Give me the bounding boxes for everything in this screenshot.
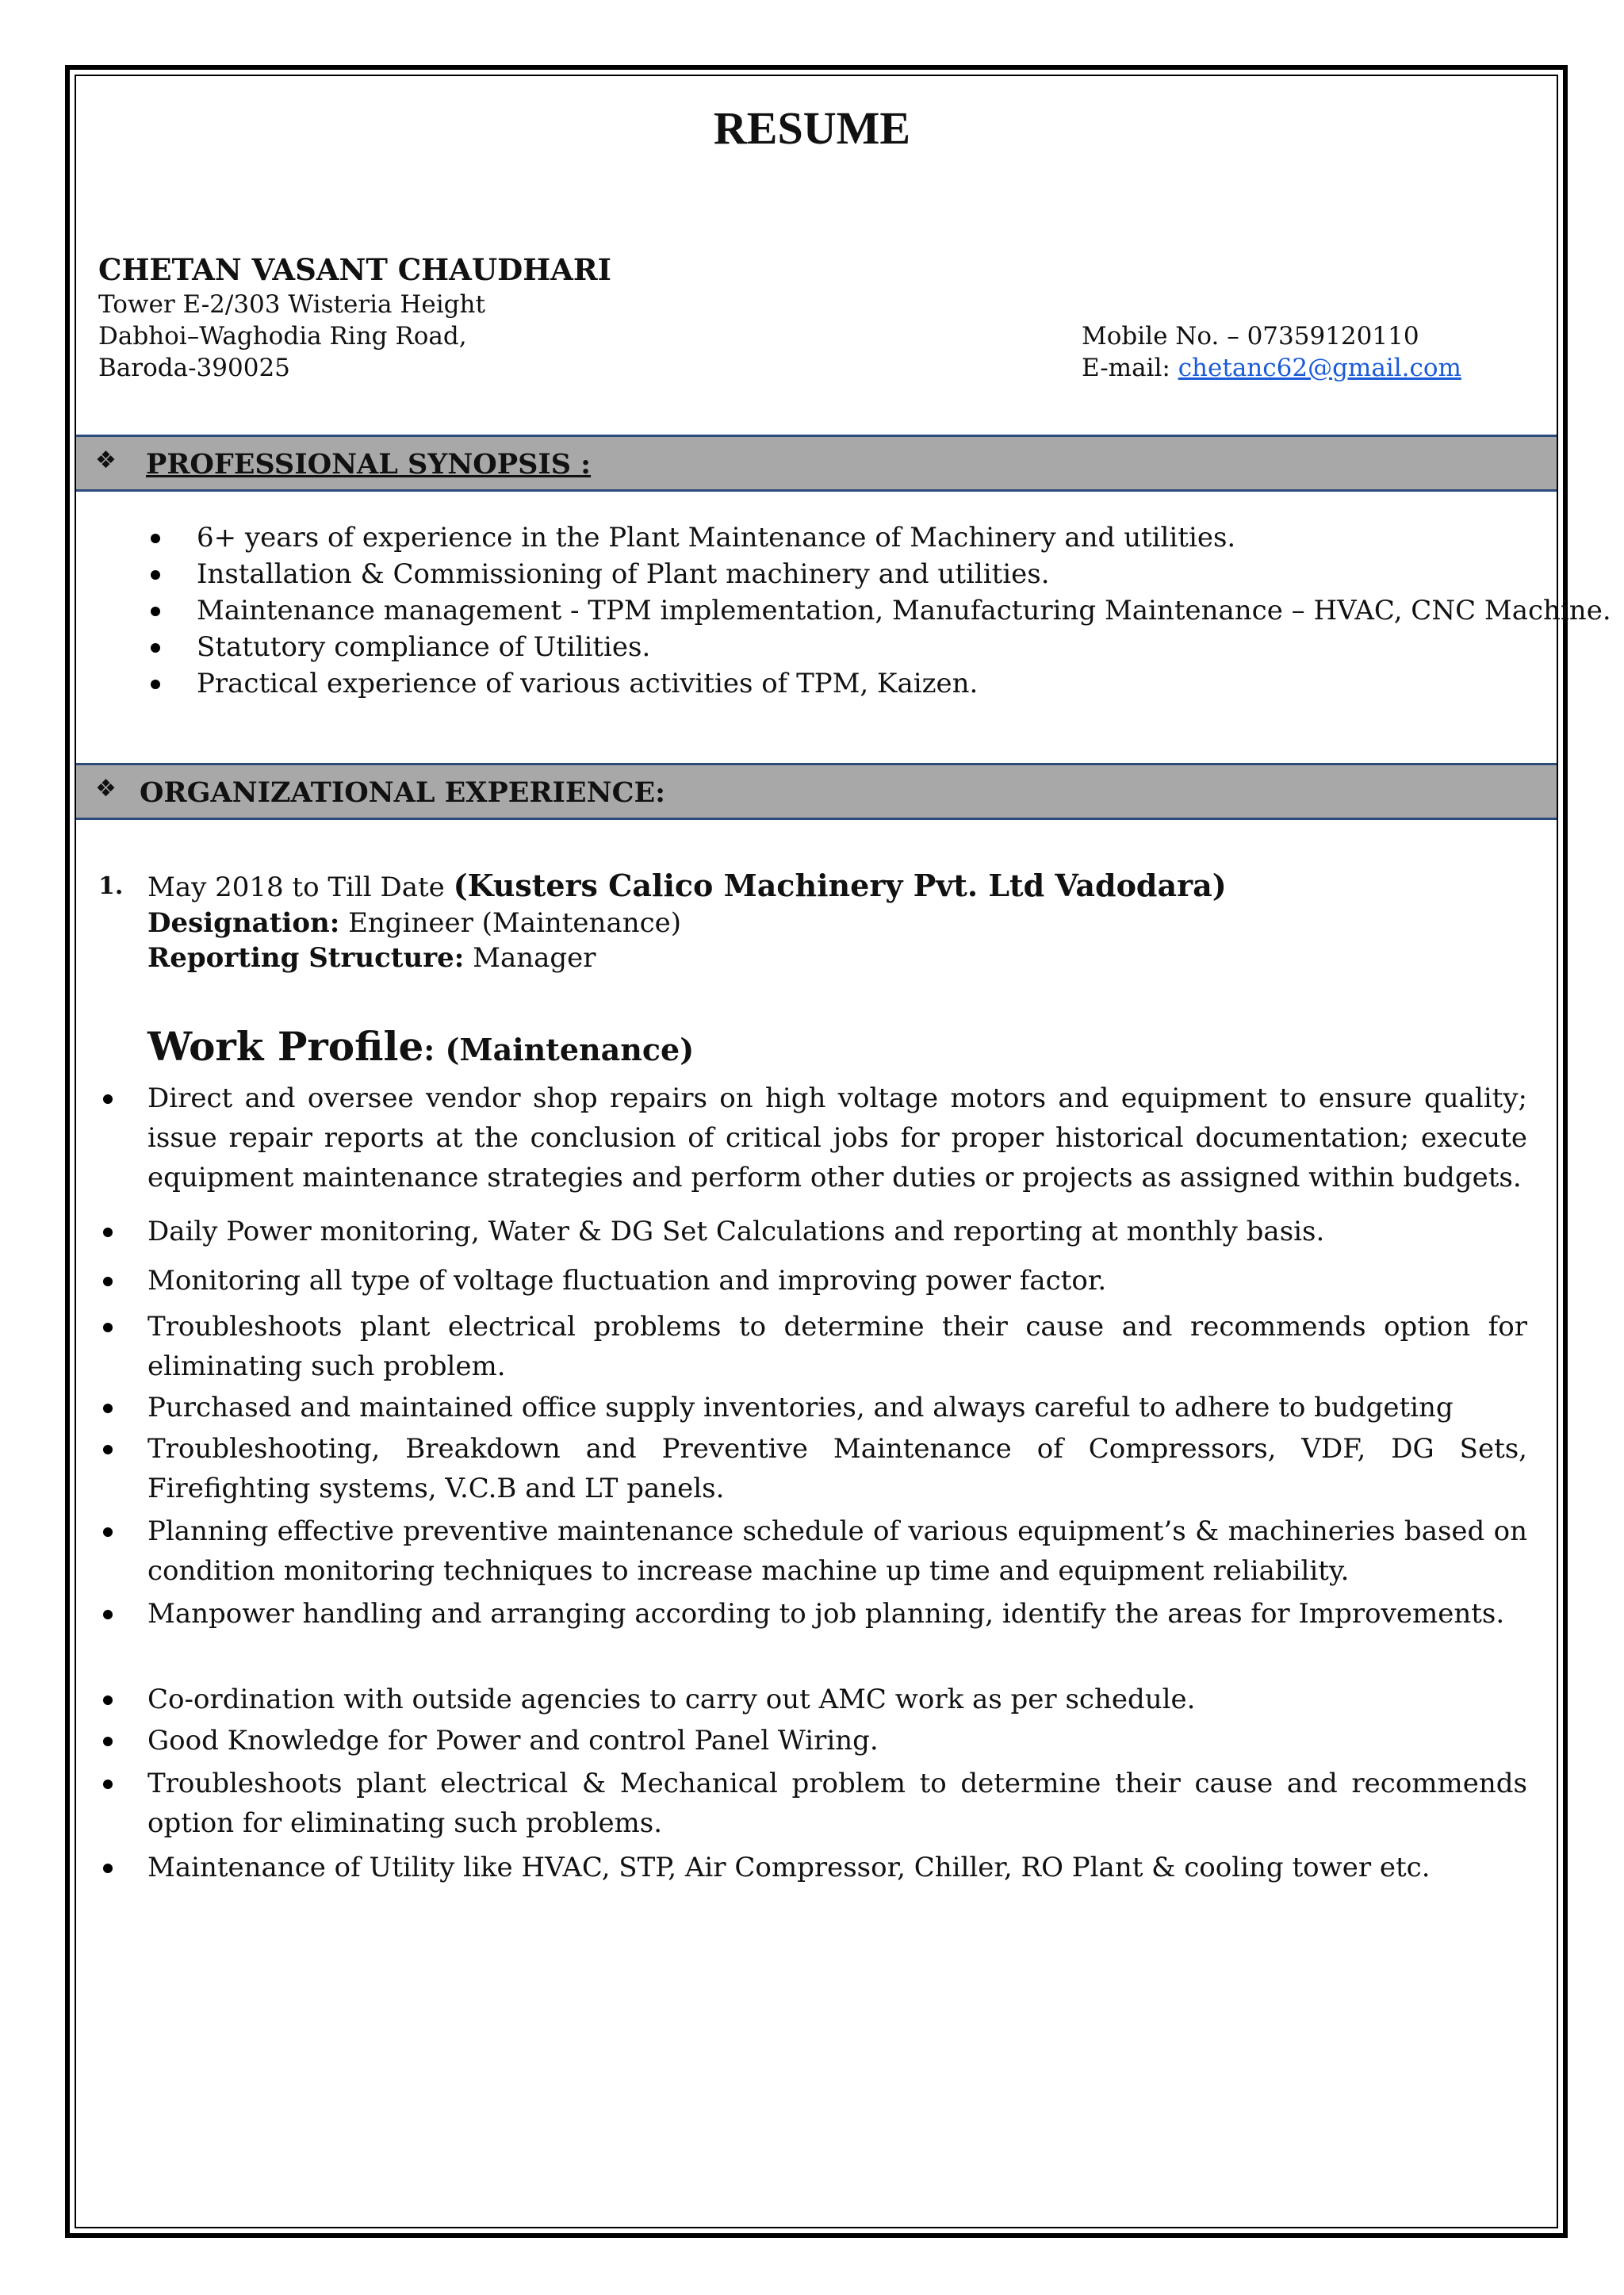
email-row: [1082, 354, 1461, 382]
synopsis-heading: PROFESSIONAL SYNOPSIS :: [146, 448, 592, 481]
bullet-icon: [103, 1228, 113, 1237]
bullet-icon: [103, 1780, 113, 1789]
work-profile-item: Purchased and maintained office supply inventories, and always careful to adhere to budgeting: [147, 1392, 1454, 1423]
work-profile-item: Troubleshoots plant electrical & Mechanical problem to determine their cause and recommends option for eliminating such problems.: [147, 1768, 1527, 1839]
work-profile-item: Planning effective preventive maintenance schedule of various equipment’s & machineries based on condition monitoring techniques to increase machine up time and equipment reliability.: [147, 1515, 1527, 1587]
company-name: (Kusters Calico Machinery Pvt. Ltd Vadodara): [453, 868, 1227, 903]
address-line-3: Baroda-390025: [98, 354, 290, 382]
designation-label: Designation:: [147, 907, 340, 939]
experience-number: 1.: [98, 872, 124, 900]
work-profile-item: Manpower handling and arranging according to job planning, identify the areas for Improvements.: [147, 1598, 1505, 1630]
bullet-icon: [151, 534, 160, 543]
reporting-value: Manager: [464, 942, 596, 974]
bullet-icon: [103, 1323, 113, 1332]
work-profile-heading: [147, 1023, 694, 1070]
resume-title: RESUME: [713, 102, 911, 154]
work-profile-item: Monitoring all type of voltage fluctuation and improving power factor.: [147, 1265, 1107, 1297]
bullet-icon: [103, 1610, 113, 1619]
work-profile-item: Direct and oversee vendor shop repairs on high voltage motors and equipment to ensure quality; issue repair reports at the conclusion of critical jobs for proper historical documentation; execute equipment maintenance strategies and perform other duties or projects as assigned within budgets.: [147, 1082, 1527, 1193]
diamond-bullet-icon: ❖: [95, 775, 117, 803]
synopsis-item: Installation & Commissioning of Plant machinery and utilities.: [197, 558, 1050, 590]
bullet-icon: [103, 1277, 113, 1286]
bullet-icon: [103, 1094, 113, 1104]
candidate-name: CHETAN VASANT CHAUDHARI: [98, 252, 611, 287]
work-profile-item: Maintenance of Utility like HVAC, STP, Air Compressor, Chiller, RO Plant & cooling tower etc.: [147, 1852, 1431, 1883]
work-profile-item: Troubleshooting, Breakdown and Preventive Maintenance of Compressors, VDF, DG Sets, Firefighting systems, V.C.B and LT panels.: [147, 1433, 1527, 1504]
email-label: E-mail:: [1082, 354, 1178, 382]
bullet-icon: [151, 643, 160, 653]
work-profile-sub: : (Maintenance): [423, 1032, 695, 1067]
work-profile-item: Good Knowledge for Power and control Panel Wiring.: [147, 1725, 879, 1757]
experience-heading: ORGANIZATIONAL EXPERIENCE:: [140, 776, 666, 809]
work-profile-item: Co-ordination with outside agencies to carry out AMC work as per schedule.: [147, 1684, 1196, 1715]
bullet-icon: [103, 1404, 113, 1413]
bullet-icon: [103, 1445, 113, 1454]
experience-period: May 2018 to Till Date: [147, 872, 454, 903]
bullet-icon: [103, 1737, 113, 1746]
reporting-label: Reporting Structure:: [147, 942, 465, 974]
synopsis-item: Maintenance management - TPM implementation, Manufacturing Maintenance – HVAC, CNC Machine.: [197, 595, 1611, 626]
synopsis-item: 6+ years of experience in the Plant Maintenance of Machinery and utilities.: [197, 522, 1236, 554]
work-profile-label: Work Profile: [147, 1023, 424, 1070]
synopsis-item: Statutory compliance of Utilities.: [197, 631, 651, 663]
experience-header: [147, 868, 1227, 903]
bullet-icon: [103, 1695, 113, 1705]
address-line-1: Tower E-2/303 Wisteria Height: [98, 290, 485, 319]
mobile-number: Mobile No. – 07359120110: [1082, 322, 1419, 351]
bullet-icon: [151, 570, 160, 580]
experience-section-bar: [76, 763, 1557, 820]
designation-row: [147, 907, 681, 939]
address-line-2: Dabhoi–Waghodia Ring Road,: [98, 322, 467, 351]
bullet-icon: [103, 1864, 113, 1873]
work-profile-item: Daily Power monitoring, Water & DG Set Calculations and reporting at monthly basis.: [147, 1216, 1325, 1247]
bullet-icon: [103, 1527, 113, 1537]
synopsis-section-bar: [76, 435, 1557, 492]
reporting-row: [147, 942, 596, 974]
work-profile-item: Troubleshoots plant electrical problems to determine their cause and recommends option for eliminating such problem.: [147, 1311, 1527, 1382]
diamond-bullet-icon: ❖: [95, 446, 117, 474]
synopsis-item: Practical experience of various activities of TPM, Kaizen.: [197, 668, 979, 699]
bullet-icon: [151, 680, 160, 689]
email-link[interactable]: chetanc62@gmail.com: [1178, 354, 1461, 382]
bullet-icon: [151, 607, 160, 616]
designation-value: Engineer (Maintenance): [339, 907, 682, 939]
